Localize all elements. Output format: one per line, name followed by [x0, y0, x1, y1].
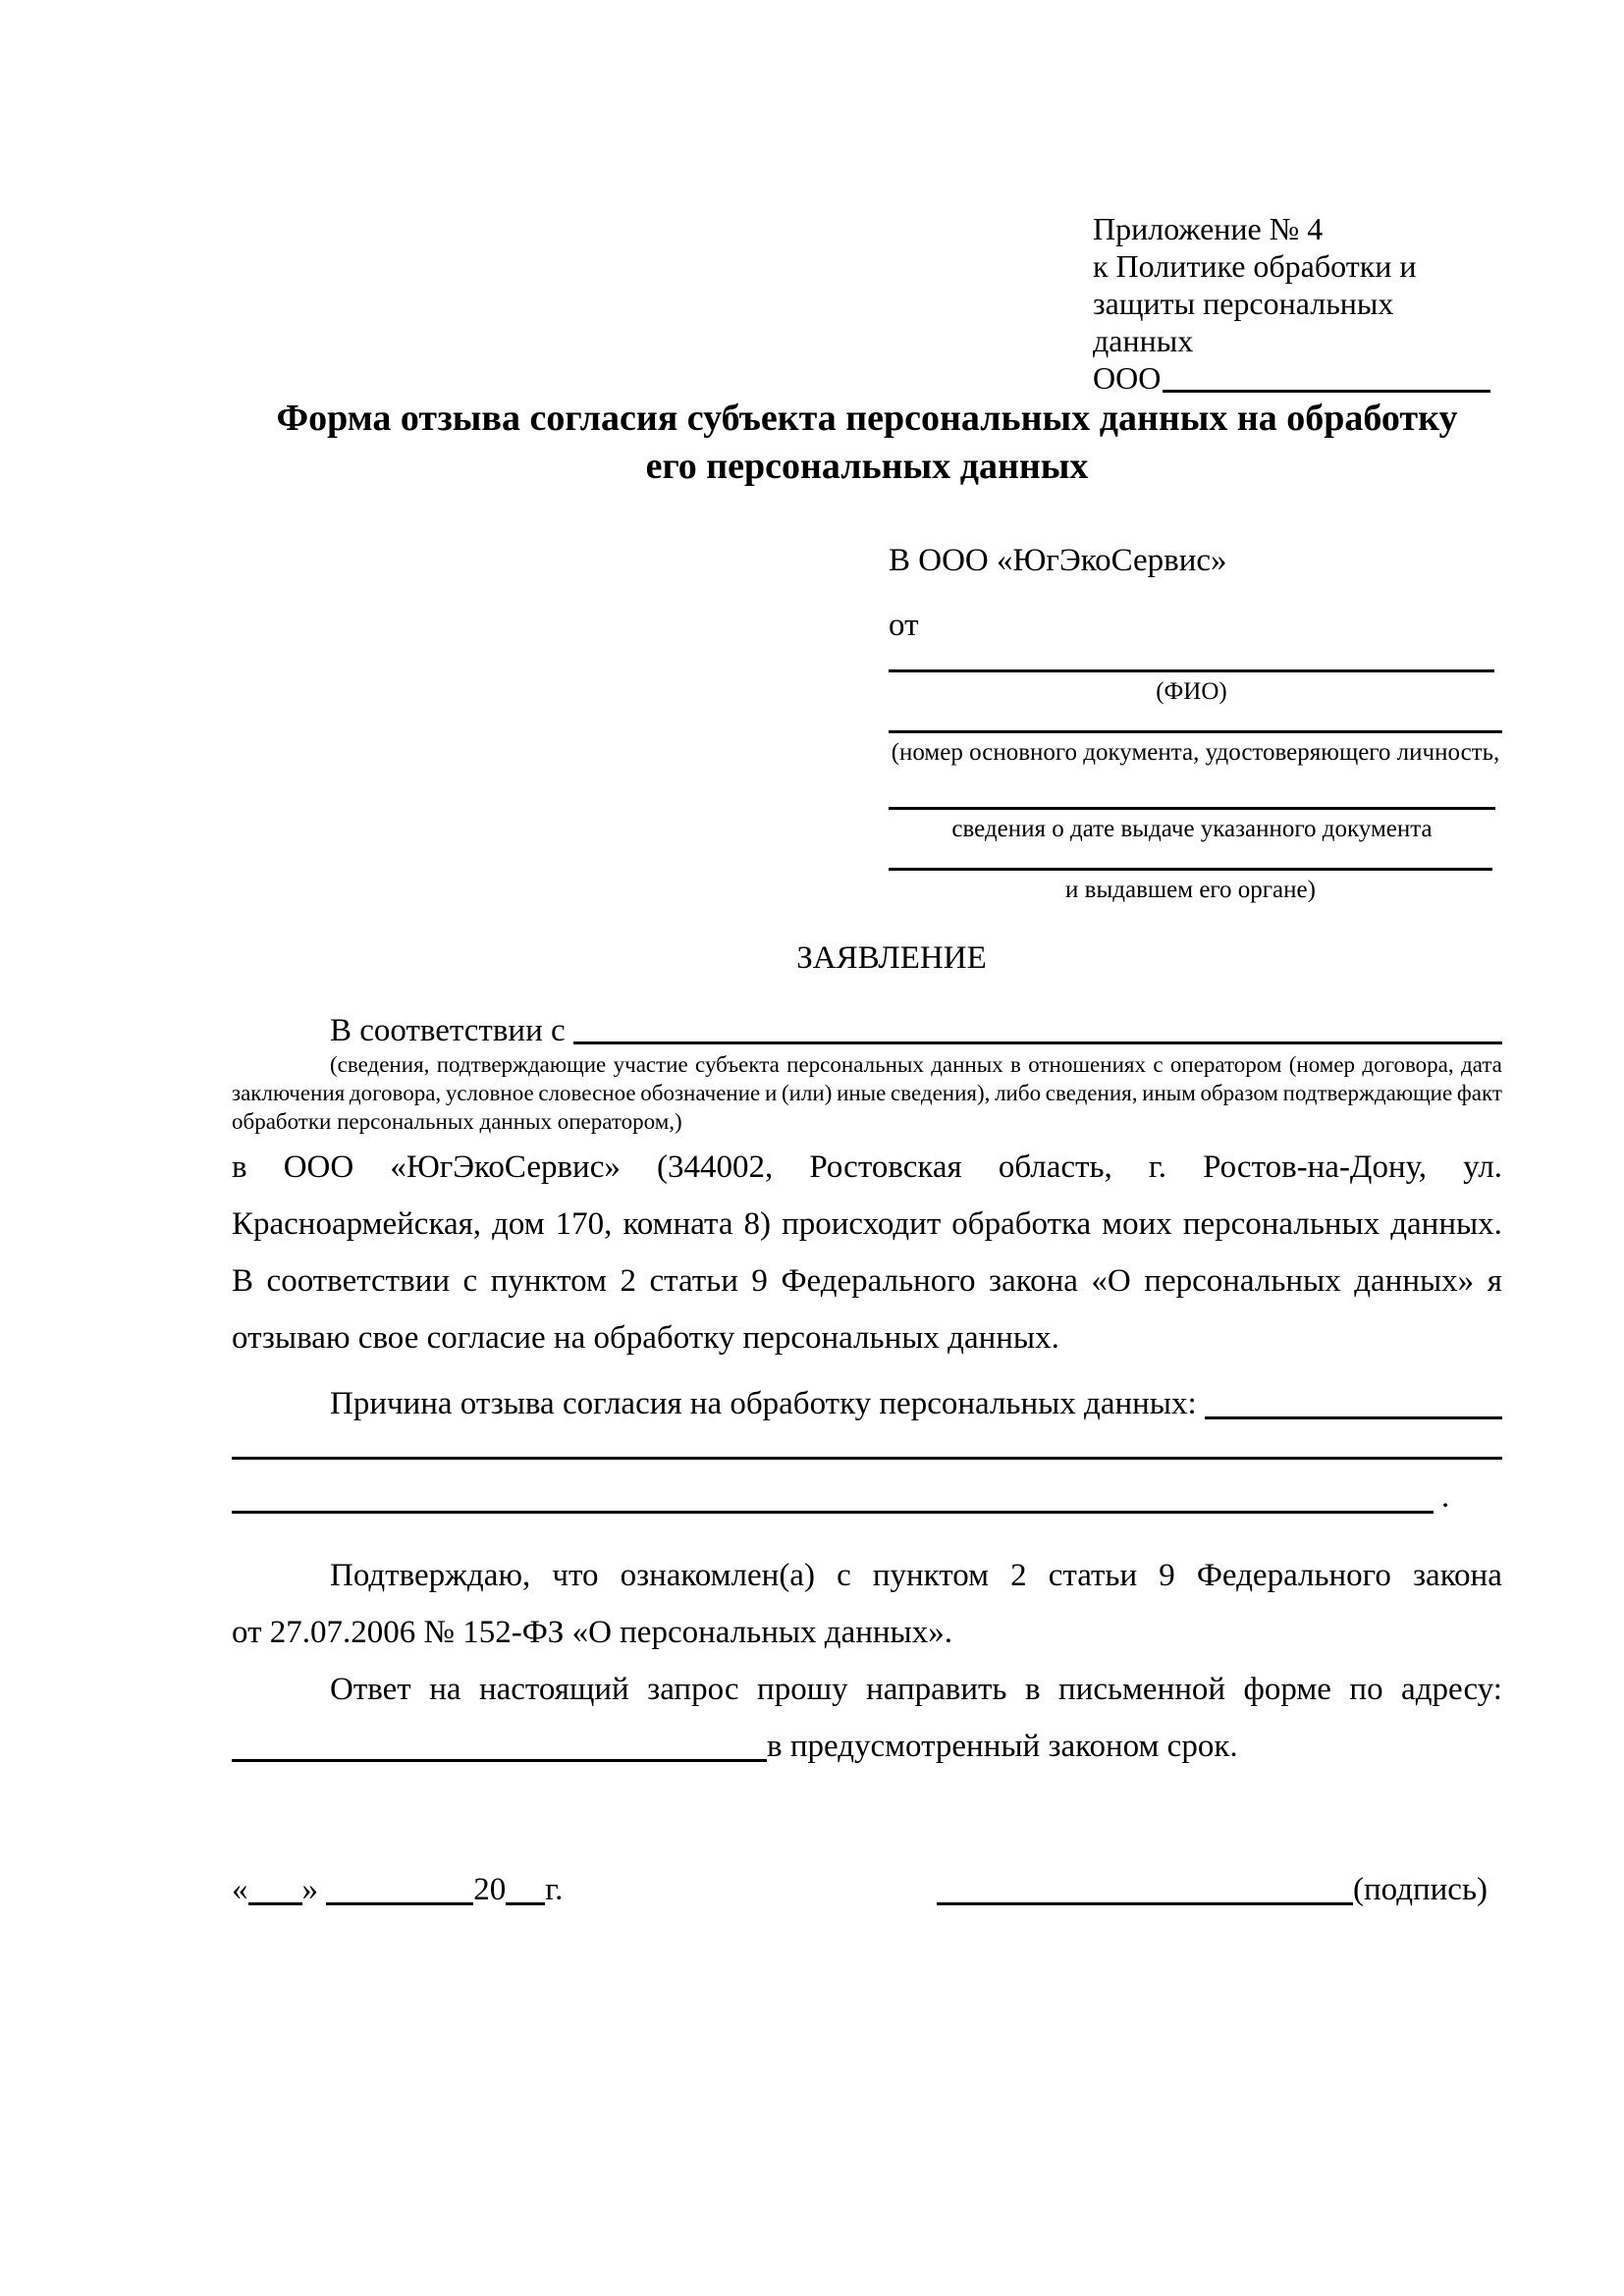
statement-heading: ЗАЯВЛЕНИЕ [796, 940, 987, 976]
addressee-from-label: от [889, 608, 919, 643]
page-title-line: Форма отзыва согласия субъекта персональных данных на обработку [276, 398, 1458, 439]
addressee-to-line: В ООО «ЮгЭкоСервис» [889, 543, 1227, 578]
reply-paragraph [232, 1661, 1502, 1775]
main-paragraph-line: Красноармейская, дом 170, комната 8) происходит обработка моих персональных данных. [232, 1206, 1502, 1242]
main-paragraph-line: в ООО «ЮгЭкоСервис» (344002, Ростовская область, г. Ростов-на-Дону, ул. [232, 1149, 1502, 1185]
reason-blank-line-1 [1205, 1416, 1502, 1419]
address-blank-line [232, 1758, 767, 1762]
confirm-paragraph-line: от 27.07.2006 № 152-ФЗ «О персональных данных». [232, 1615, 952, 1650]
fio-blank-line [889, 640, 1494, 672]
reply-paragraph-line: Ответ на настоящий запрос прошу направить в письменной форме по адресу: [330, 1672, 1502, 1707]
annex-note-line: Приложение № 4 [1093, 211, 1324, 246]
signature-blank-line [937, 1901, 1353, 1905]
doc-number-blank-line [889, 701, 1502, 733]
reason-tail-period: . [1441, 1479, 1450, 1515]
confirm-paragraph-line: Подтверждаю, что ознакомлен(а) с пунктом 2 статьи 9 Федерального закона [330, 1558, 1502, 1593]
annex-note [1093, 210, 1490, 397]
date-month-blank [326, 1901, 473, 1905]
main-paragraph-line: отзываю свое согласие на обработку персональных данных. [232, 1320, 1059, 1356]
page-title [232, 395, 1502, 491]
reply-line2-text: в предусмотренный законом срок. [767, 1729, 1238, 1764]
date-quote-open: « [232, 1872, 248, 1907]
signature-caption: (подпись) [1353, 1872, 1488, 1907]
confirm-paragraph [232, 1547, 1502, 1661]
date-quote-close: » [301, 1872, 318, 1907]
doc-date-caption: сведения о дате выдаче указанного документа [951, 816, 1433, 842]
date-year-blank [506, 1901, 545, 1905]
page-title-line: его персональных данных [645, 446, 1089, 487]
intro-blank-line [573, 1041, 1502, 1044]
annex-org-blank-line [1163, 390, 1490, 393]
date-year-suffix: г. [545, 1872, 564, 1907]
reply-paragraph-line2 [232, 1718, 1502, 1775]
date-day-blank [248, 1901, 302, 1905]
fio-caption: (ФИО) [1156, 678, 1227, 705]
main-paragraph [232, 1139, 1502, 1366]
doc-number-caption: (номер основного документа, удостоверяющего личность, [891, 739, 1500, 766]
doc-issuer-blank-line [889, 838, 1492, 871]
annex-note-line: к Политике обработки и [1093, 248, 1417, 284]
intro-line [232, 1011, 1502, 1050]
annex-org-prefix: ООО [1093, 360, 1162, 396]
intro-note-line: заключения договора, условное словесное обозначение и (или) иные сведения), либо сведения, иным образом подтверждающие факт [232, 1081, 1502, 1105]
reason-blank-line-2 [232, 1427, 1502, 1460]
date-year-prefix: 20 [473, 1872, 507, 1907]
intro-note [232, 1050, 1502, 1136]
doc-issuer-caption: и выдавшем его органе) [1065, 877, 1316, 903]
intro-note-line: обработки персональных данных оператором,) [232, 1109, 682, 1134]
intro-prefix: В соответствии с [330, 1013, 566, 1048]
annex-org-line [1093, 359, 1490, 397]
annex-note-line: защиты персональных данных [1093, 286, 1394, 358]
doc-date-blank-line [889, 777, 1495, 810]
reason-blank-line-3 [232, 1481, 1434, 1514]
reason-line [232, 1382, 1502, 1425]
intro-note-line: (сведения, подтверждающие участие субъекта персональных данных в отношениях с оператором (номер договора, дата [330, 1052, 1502, 1077]
main-paragraph-line: В соответствии с пунктом 2 статьи 9 Федерального закона «О персональных данных» я [232, 1263, 1502, 1299]
signature-row [937, 1870, 1488, 1909]
date-row [232, 1870, 563, 1909]
reason-prefix: Причина отзыва согласия на обработку персональных данных: [330, 1386, 1197, 1421]
